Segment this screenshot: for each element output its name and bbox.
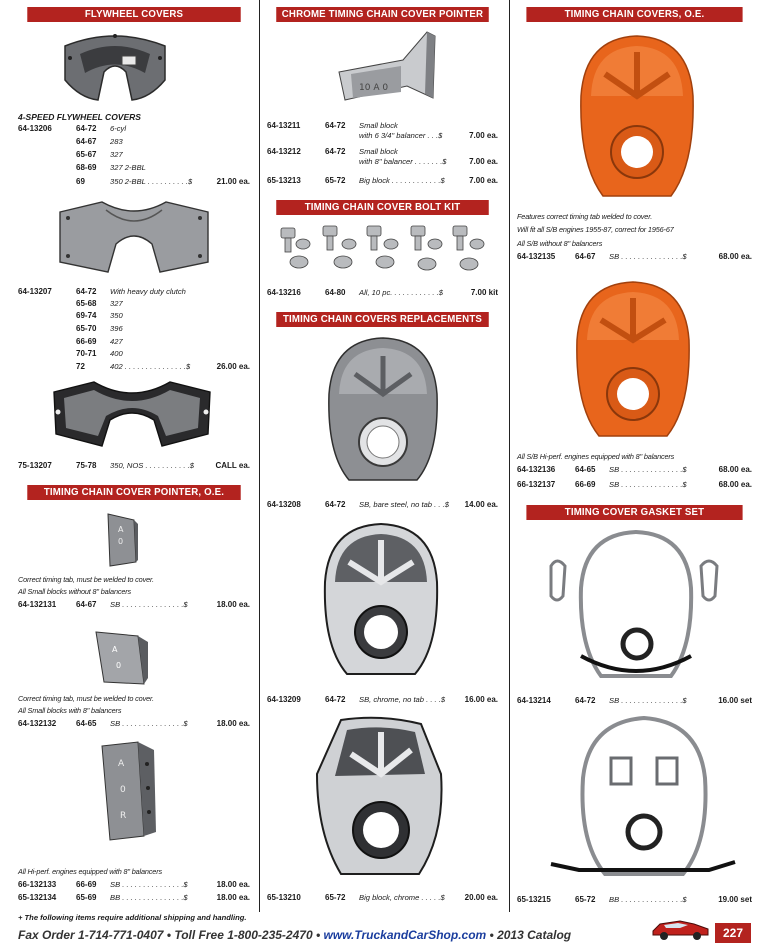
description: with 6 3/4" balancer . . .$ <box>359 131 443 140</box>
product-row <box>18 150 250 163</box>
product-row <box>517 895 752 908</box>
section-banner-pointer-oe: TIMING CHAIN COVER POINTER, O.E. <box>27 485 240 500</box>
svg-text:0: 0 <box>118 537 124 546</box>
description: With heavy duty clutch <box>110 287 186 296</box>
description: 327 <box>110 299 123 308</box>
part-number: 64-13208 <box>267 500 301 509</box>
year-range: 65-68 <box>76 299 97 308</box>
part-number: 64-132135 <box>517 252 556 261</box>
product-row <box>18 311 250 324</box>
flywheel-cover-nos-image <box>50 378 214 452</box>
description: SB . . . . . . . . . . . . . . .$ <box>110 880 188 889</box>
description: SB . . . . . . . . . . . . . . .$ <box>110 719 188 728</box>
part-number: 65-13210 <box>267 893 301 902</box>
year-range: 75-78 <box>76 461 97 470</box>
section-banner-replacement-covers: TIMING CHAIN COVERS REPLACEMENTS <box>276 312 489 327</box>
gasket-set-bb-image <box>549 714 739 884</box>
product-row <box>18 600 250 613</box>
description: Big block . . . . . . . . . . . .$ <box>359 176 445 185</box>
year-range: 64-72 <box>325 147 346 156</box>
catalog-year: 2013 Catalog <box>497 928 572 942</box>
year-range: 68-69 <box>76 163 97 172</box>
description: 327 <box>110 150 123 159</box>
description: SB . . . . . . . . . . . . . . .$ <box>609 252 687 261</box>
price: 7.00 ea. <box>469 157 498 166</box>
product-row <box>18 719 250 732</box>
page-number: 227 <box>715 923 751 943</box>
part-number: 64-13207 <box>18 287 52 296</box>
orange-timing-cover-image <box>571 278 695 442</box>
footer-separator: • <box>312 928 324 942</box>
year-range: 64-80 <box>325 288 346 297</box>
price: 20.00 ea. <box>464 893 498 902</box>
description: 6-cyl <box>110 124 127 133</box>
price: 14.00 ea. <box>464 500 498 509</box>
section-banner-gasket-set: TIMING COVER GASKET SET <box>526 505 742 520</box>
year-range: 64-72 <box>325 695 346 704</box>
flywheel-cover-image <box>60 28 170 108</box>
product-row <box>18 163 250 176</box>
year-range: 64-72 <box>325 500 346 509</box>
timing-cover-bigblock-image <box>311 714 449 880</box>
product-row <box>267 500 498 513</box>
description: 350 <box>110 311 123 320</box>
product-note: Correct timing tab, must be welded to cover. <box>18 575 154 584</box>
year-range: 66-69 <box>575 480 596 489</box>
part-number: 64-13216 <box>267 288 301 297</box>
description: BB . . . . . . . . . . . . . . .$ <box>609 895 687 904</box>
description: SB . . . . . . . . . . . . . . .$ <box>609 696 687 705</box>
column-divider <box>259 0 260 912</box>
year-range: 64-72 <box>575 696 596 705</box>
product-row <box>267 157 498 170</box>
description: SB . . . . . . . . . . . . . . .$ <box>609 480 687 489</box>
price: 26.00 ea. <box>216 362 250 371</box>
product-row <box>267 176 498 189</box>
description: 402 . . . . . . . . . . . . . . .$ <box>110 362 191 371</box>
part-number: 64-132132 <box>18 719 57 728</box>
subheading-4-speed: 4-SPEED FLYWHEEL COVERS <box>18 112 141 122</box>
description: BB . . . . . . . . . . . . . . .$ <box>110 893 188 902</box>
year-range: 64-65 <box>76 719 97 728</box>
description: SB, bare steel, no tab . . .$ <box>359 500 449 509</box>
price: 21.00 ea. <box>216 177 250 186</box>
price: 18.00 ea. <box>216 719 250 728</box>
svg-text:R: R <box>120 811 127 821</box>
product-note: Correct timing tab, must be welded to cover. <box>18 694 154 703</box>
description: SB . . . . . . . . . . . . . . .$ <box>110 600 188 609</box>
timing-tab-image <box>94 628 150 688</box>
description: SB, chrome, no tab . . . .$ <box>359 695 446 704</box>
part-number: 65-13215 <box>517 895 551 904</box>
year-range: 64-72 <box>325 121 346 130</box>
svg-text:A: A <box>118 759 125 769</box>
year-range: 64-72 <box>76 124 97 133</box>
year-range: 64-67 <box>575 252 596 261</box>
website-link[interactable]: www.TruckandCarShop.com <box>323 928 487 942</box>
year-range: 65-72 <box>575 895 596 904</box>
product-row <box>517 465 752 478</box>
section-banner-flywheel-covers: FLYWHEEL COVERS <box>27 7 240 22</box>
product-row <box>18 461 250 474</box>
year-range: 64-65 <box>575 465 596 474</box>
svg-text:A: A <box>118 525 124 534</box>
section-banner-bolt-kit: TIMING CHAIN COVER BOLT KIT <box>276 200 489 215</box>
product-note: Features correct timing tab welded to cover. <box>517 212 653 221</box>
price: 68.00 ea. <box>718 480 752 489</box>
flywheel-cover-hd-image <box>56 198 212 280</box>
year-range: 65-70 <box>76 324 97 333</box>
price: 68.00 ea. <box>718 465 752 474</box>
svg-text:10 A 0: 10 A 0 <box>359 83 389 93</box>
part-number: 65-13213 <box>267 176 301 185</box>
price: 16.00 set <box>718 696 752 705</box>
part-number: 64-132136 <box>517 465 556 474</box>
price: CALL ea. <box>215 461 250 470</box>
svg-text:0: 0 <box>120 785 126 795</box>
description: 396 <box>110 324 123 333</box>
product-note: All S/B Hi-perf. engines equipped with 8" balancers <box>517 452 675 461</box>
gasket-set-sb-image <box>541 526 731 686</box>
product-row <box>267 288 498 301</box>
product-row <box>18 349 250 362</box>
product-row <box>517 696 752 709</box>
description: All, 10 pc. . . . . . . . . . . .$ <box>359 288 443 297</box>
year-range: 64-72 <box>76 287 97 296</box>
description: Small block <box>359 121 398 130</box>
product-row <box>18 137 250 150</box>
column-divider <box>509 0 510 912</box>
part-number: 64-132131 <box>18 600 57 609</box>
part-number: 65-132134 <box>18 893 57 902</box>
product-row <box>517 480 752 493</box>
description: 350, NOS . . . . . . . . . . .$ <box>110 461 194 470</box>
footer-separator: • <box>163 928 175 942</box>
price: 19.00 set <box>718 895 752 904</box>
product-row <box>267 893 498 906</box>
price: 18.00 ea. <box>216 600 250 609</box>
part-number: 66-132133 <box>18 880 57 889</box>
product-note: All Hi-perf. engines equipped with 8" balancers <box>18 867 162 876</box>
description: with 8" balancer . . . . . . .$ <box>359 157 447 166</box>
timing-cover-chrome-image <box>319 520 443 682</box>
chrome-pointer-image <box>331 28 441 112</box>
year-range: 65-69 <box>76 893 97 902</box>
product-row <box>267 695 498 708</box>
price: 7.00 kit <box>470 288 498 297</box>
price: 7.00 ea. <box>469 176 498 185</box>
product-note: All Small blocks without 8" balancers <box>18 587 132 596</box>
product-row <box>18 177 250 190</box>
section-banner-chrome-pointer: CHROME TIMING CHAIN COVER POINTER <box>276 7 489 22</box>
shipping-footnote: + The following items require additional shipping and handling. <box>18 913 247 922</box>
product-row <box>517 252 752 265</box>
product-row <box>18 324 250 337</box>
year-range: 66-69 <box>76 337 97 346</box>
timing-cover-bare-image <box>323 334 443 488</box>
footer-contact <box>18 928 571 942</box>
product-row <box>18 880 250 893</box>
description: Big block, chrome . . . . .$ <box>359 893 445 902</box>
price: 18.00 ea. <box>216 880 250 889</box>
year-range: 65-72 <box>325 176 346 185</box>
svg-text:A: A <box>112 645 118 654</box>
timing-tab-image <box>104 510 140 568</box>
product-note: All S/B without 8" balancers <box>517 239 603 248</box>
part-number: 75-13207 <box>18 461 52 470</box>
bolt-kit-image <box>273 222 493 278</box>
part-number: 66-132137 <box>517 480 556 489</box>
price: 7.00 ea. <box>469 131 498 140</box>
description: 283 <box>110 137 123 146</box>
product-note: All Small blocks with 8" balancers <box>18 706 122 715</box>
year-range: 69 <box>76 177 85 186</box>
year-range: 69-74 <box>76 311 97 320</box>
timing-tab-image <box>98 740 158 844</box>
year-range: 65-72 <box>325 893 346 902</box>
description: 400 <box>110 349 123 358</box>
description: SB . . . . . . . . . . . . . . .$ <box>609 465 687 474</box>
description: 350 2-BBL . . . . . . . . . .$ <box>110 177 193 186</box>
orange-timing-cover-image <box>577 32 697 202</box>
price: 16.00 ea. <box>464 695 498 704</box>
red-car-icon <box>650 915 712 941</box>
year-range: 65-67 <box>76 150 97 159</box>
section-banner-covers-oe: TIMING CHAIN COVERS, O.E. <box>526 7 742 22</box>
price: 68.00 ea. <box>718 252 752 261</box>
svg-text:0: 0 <box>116 661 122 670</box>
part-number: 64-13211 <box>267 121 301 130</box>
product-row <box>267 131 498 144</box>
year-range: 70-71 <box>76 349 97 358</box>
part-number: 64-13214 <box>517 696 551 705</box>
year-range: 64-67 <box>76 137 97 146</box>
description: 427 <box>110 337 123 346</box>
product-note: Will fit all S/B engines 1955-87, correct for 1956-67 <box>517 225 674 234</box>
description: 327 2-BBL <box>110 163 146 172</box>
part-number: 64-13206 <box>18 124 52 133</box>
price: 18.00 ea. <box>216 893 250 902</box>
product-row <box>18 124 250 137</box>
fax-order: Fax Order 1-714-771-0407 <box>18 928 164 942</box>
part-number: 64-13212 <box>267 147 301 156</box>
product-row <box>18 893 250 906</box>
footer-separator: • <box>486 928 498 942</box>
product-row <box>18 362 250 375</box>
part-number: 64-13209 <box>267 695 301 704</box>
year-range: 72 <box>76 362 85 371</box>
year-range: 64-67 <box>76 600 97 609</box>
description: Small block <box>359 147 398 156</box>
toll-free: Toll Free 1-800-235-2470 <box>174 928 313 942</box>
year-range: 66-69 <box>76 880 97 889</box>
